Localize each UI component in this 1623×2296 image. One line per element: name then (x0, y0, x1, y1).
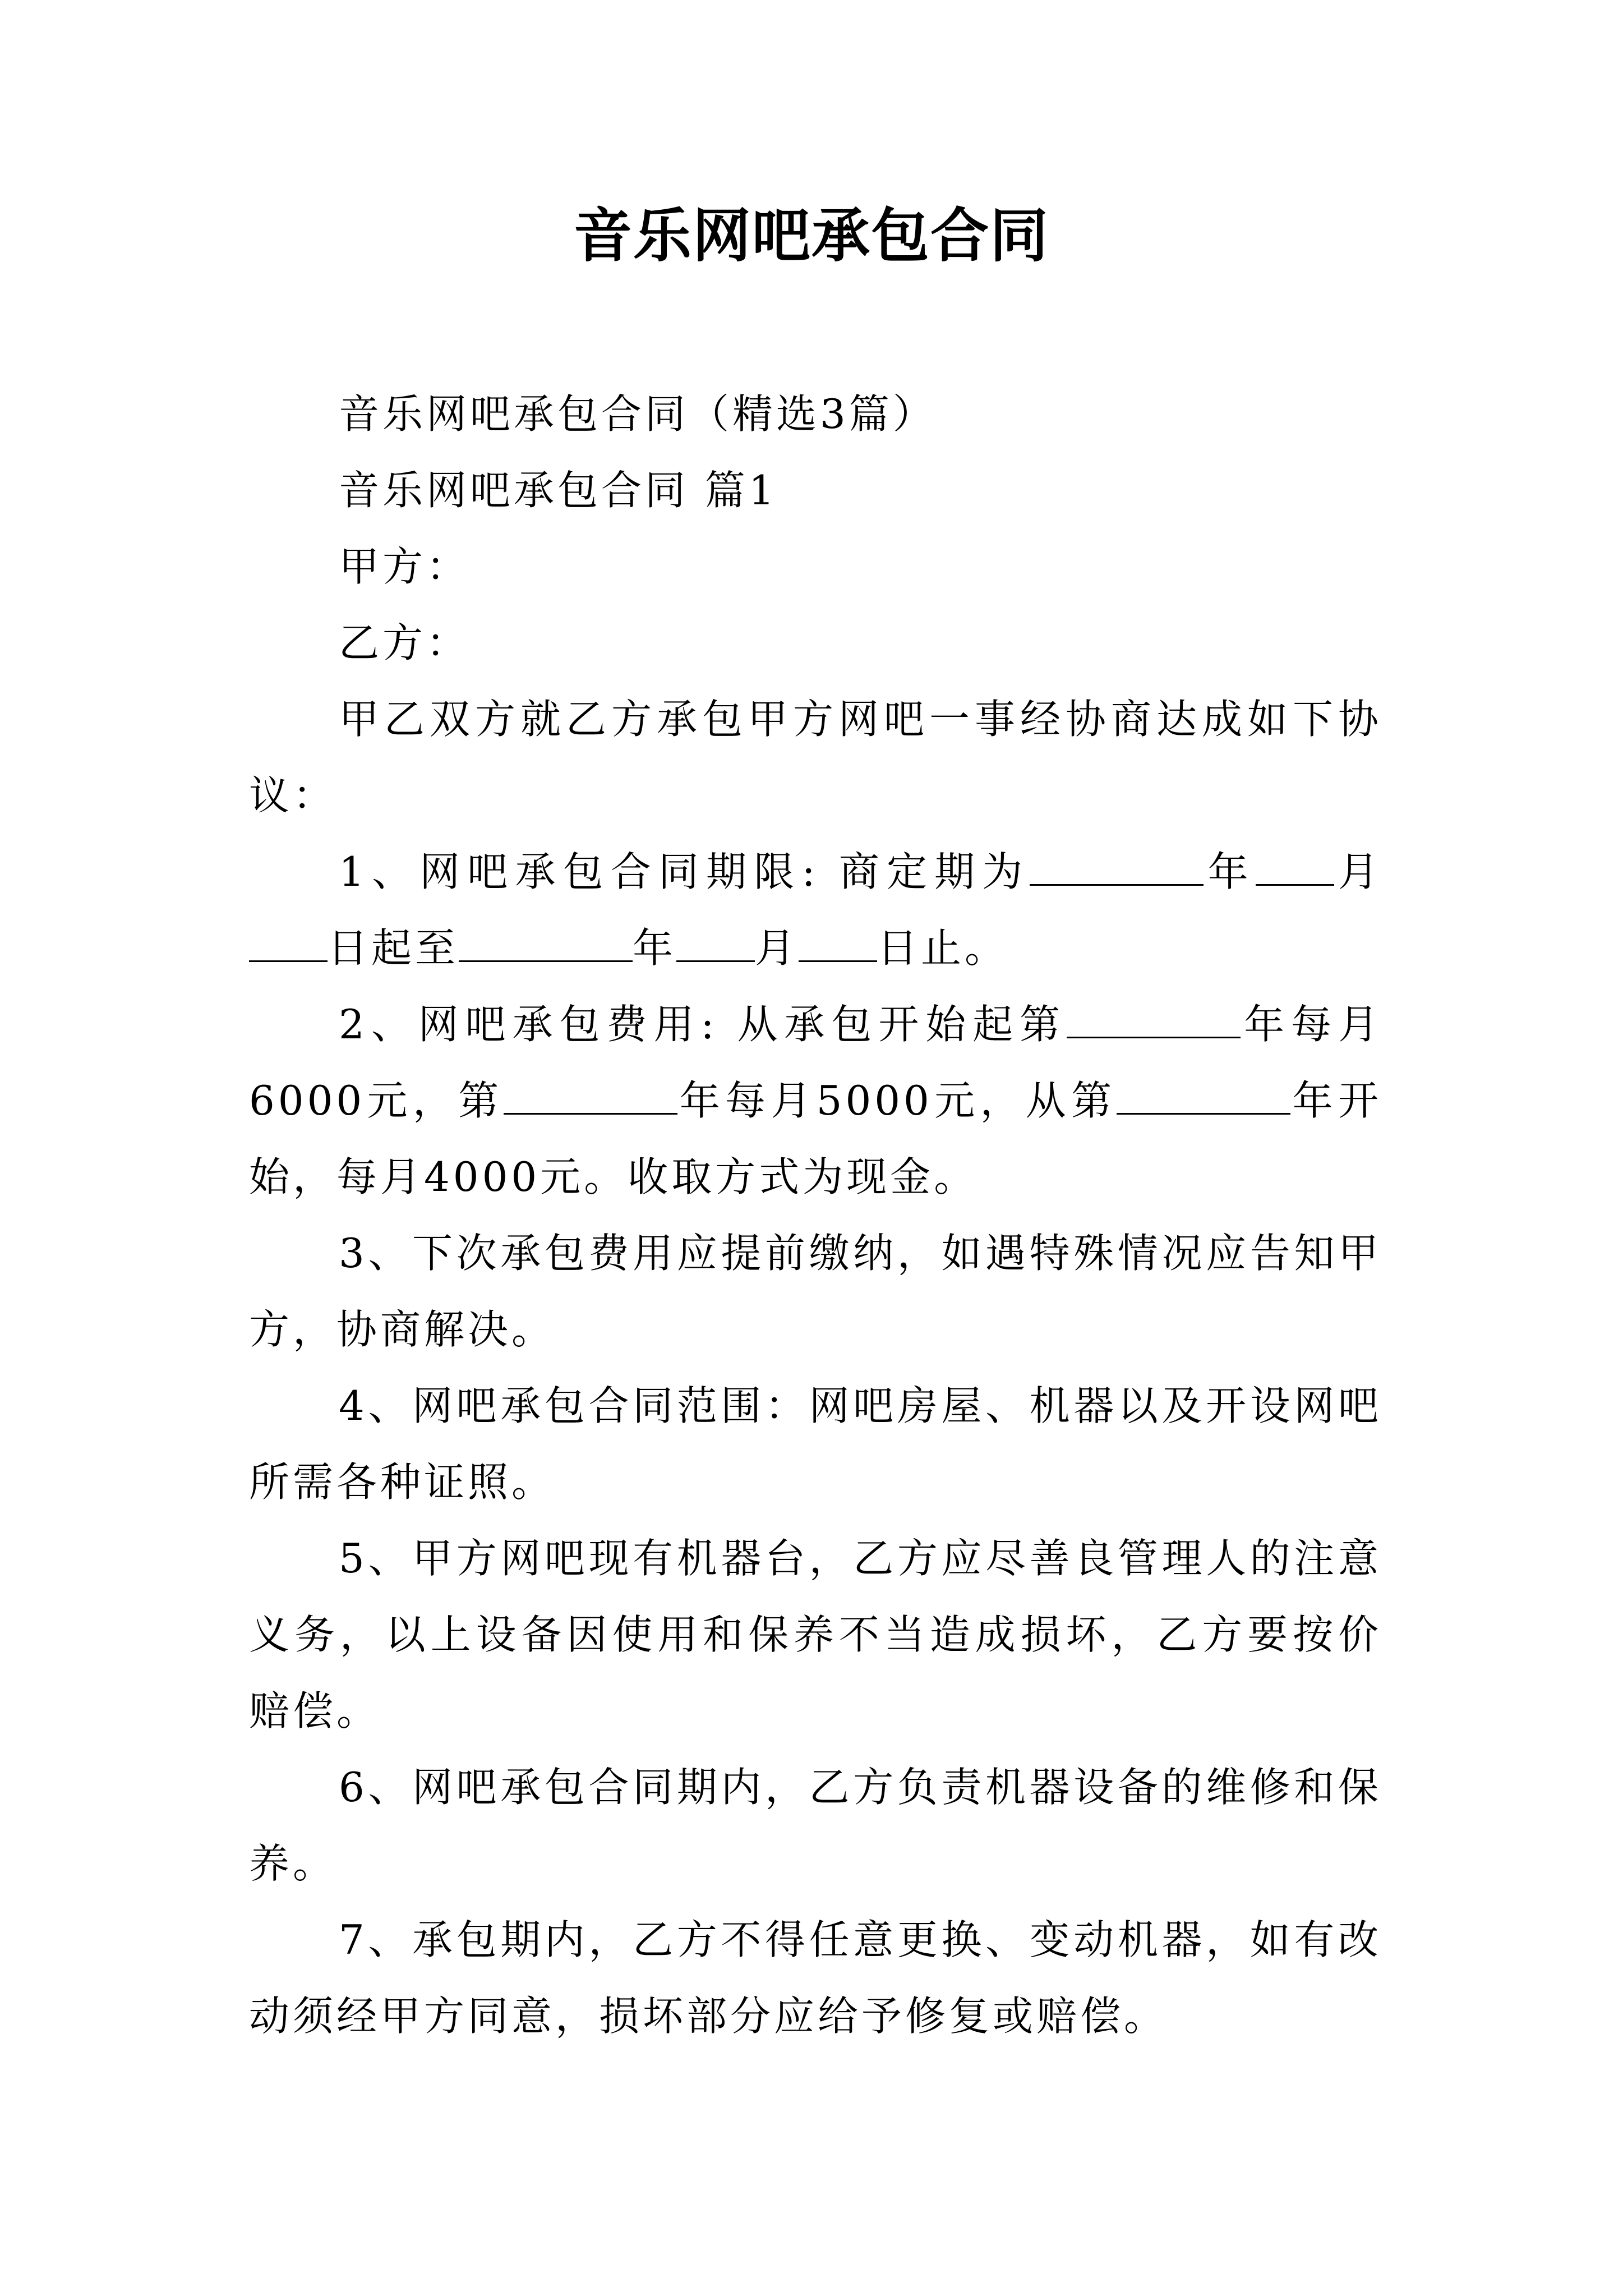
clause-2-text-c: 年每月5000元，从第 (677, 1077, 1117, 1124)
paragraph-clause-2 (249, 986, 1382, 1215)
paragraph-clause-6: 6、网吧承包合同期内，乙方负责机器设备的维修和保养。 (249, 1764, 1382, 1887)
clause-1-text-f: 月 (755, 924, 799, 972)
blank-start-month (1256, 850, 1334, 886)
clause-1-text-c: 月 (1334, 848, 1382, 895)
blank-end-year (459, 927, 633, 962)
paragraph-subtitle: 音乐网吧承包合同（精选3篇） (339, 390, 937, 438)
blank-year-3 (1117, 1079, 1290, 1115)
blank-end-month (676, 927, 755, 962)
paragraph-clause-7: 7、承包期内，乙方不得任意更换、变动机器，如有改动须经甲方同意，损坏部分应给予修复或赔偿。 (249, 1916, 1382, 2040)
paragraph-section-heading: 音乐网吧承包合同 篇1 (339, 467, 778, 514)
document-title: 音乐网吧承包合同 (573, 201, 1049, 270)
document-body (249, 376, 1382, 2054)
blank-start-day (249, 927, 328, 962)
clause-2-text-d: 年开始，每月4000元。收取方式为现金。 (249, 1077, 1382, 1200)
paragraph-clause-1 (249, 834, 1382, 986)
clause-1-text-a: 1、网吧承包合同期限: 商定期为 (339, 848, 1030, 895)
clause-1-text-d: 日起至 (328, 924, 459, 972)
paragraph-preamble: 甲乙双方就乙方承包甲方网吧一事经协商达成如下协议： (249, 696, 1382, 819)
clause-2-text-b: 年每月6000元，第 (249, 1001, 1382, 1124)
clause-1-text-e: 年 (633, 924, 677, 972)
blank-year-1 (1067, 1003, 1241, 1038)
paragraph-party-b: 乙方： (339, 619, 471, 666)
blank-start-year (1030, 850, 1204, 886)
blank-year-2 (504, 1079, 677, 1115)
paragraph-party-a: 甲方： (339, 543, 471, 590)
paragraph-clause-4: 4、网吧承包合同范围：网吧房屋、机器以及开设网吧所需各种证照。 (249, 1382, 1382, 1506)
clause-1-text-g: 日止。 (877, 924, 1009, 972)
paragraph-clause-3: 3、下次承包费用应提前缴纳，如遇特殊情况应告知甲方，协商解决。 (249, 1230, 1382, 1353)
clause-2-text-a: 2、网吧承包费用: 从承包开始起第 (339, 1001, 1067, 1048)
paragraph-clause-5: 5、甲方网吧现有机器台，乙方应尽善良管理人的注意义务，以上设备因使用和保养不当造成损坏，乙方要按价赔偿。 (249, 1535, 1382, 1734)
blank-end-day (799, 927, 877, 962)
clause-1-text-b: 年 (1204, 848, 1256, 895)
